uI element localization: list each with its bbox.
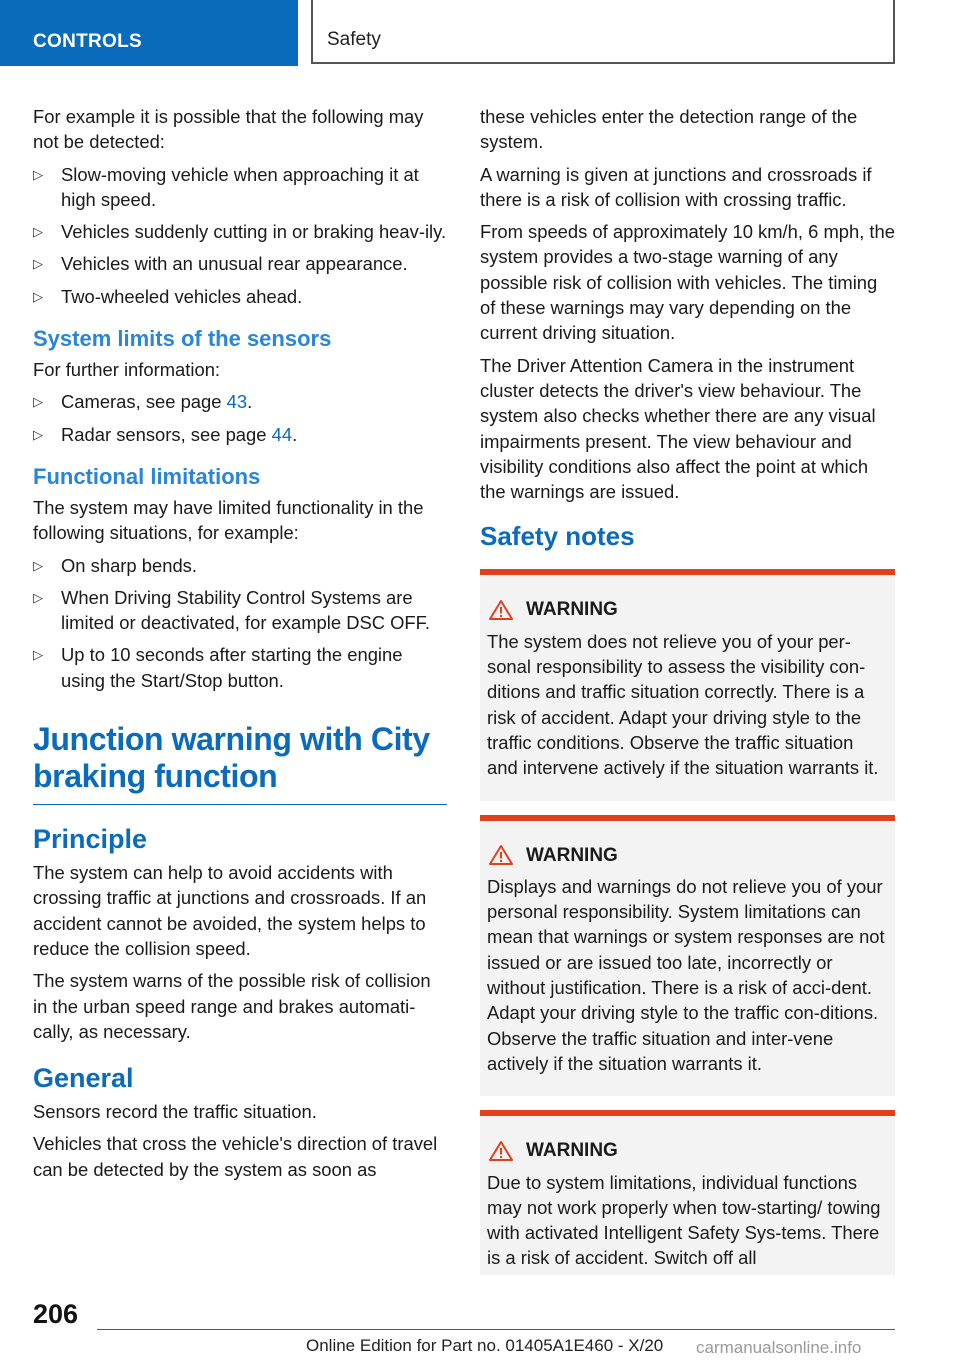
warning-triangle-icon <box>488 1140 514 1162</box>
warning-triangle-icon <box>488 844 514 866</box>
sensor-limits-heading: System limits of the sensors <box>33 326 332 352</box>
principle-heading: Principle <box>33 824 148 855</box>
driver-attention-text: The Driver Attention Camera in the instrument cluster detects the driver's view behaviour. The system also checks whether there are any visual impairments present. The view behaviour and visibility conditions also affect the point at which the warnings are issued. <box>480 354 876 503</box>
triangle-right-icon: ▷ <box>33 426 43 442</box>
triangle-right-icon: ▷ <box>33 224 43 240</box>
functional-list <box>33 553 447 693</box>
list-item: ▷ Up to 10 seconds after starting the engine using the Start/Stop button. <box>33 644 403 691</box>
detection-text: these vehicles enter the detection range of the system. <box>480 106 858 153</box>
left-column <box>33 104 447 1189</box>
intro-text: For example it is possible that the following may not be detected: <box>33 106 424 153</box>
warning-triangle-icon <box>488 599 514 621</box>
triangle-right-icon: ▷ <box>33 256 43 272</box>
warning-box <box>480 1110 895 1274</box>
list-item: ▷ Radar sensors, see page 44. <box>33 422 447 447</box>
list-item: ▷ Cameras, see page 43. <box>33 389 447 414</box>
warning-body: The system does not relieve you of your per-sonal responsibility to assess the visibility con-ditions and traffic situation correctly. There is a risk of accident. Adapt your driving style to the traffic conditions. Observe the traffic situation and intervene actively if the situation warrants it. <box>487 630 879 779</box>
page-header <box>0 0 960 66</box>
junction-warning-title: Junction warning with City braking function <box>33 721 430 795</box>
list-item: ▷ Vehicles suddenly cutting in or braking heav-ily. <box>33 219 447 244</box>
junction-warning-text: A warning is given at junctions and crossroads if there is a risk of collision with crossing traffic. <box>480 163 872 210</box>
warning-title: WARNING <box>526 844 618 866</box>
general-heading: General <box>33 1063 134 1094</box>
page-link-radar[interactable]: 44 <box>271 423 293 445</box>
two-stage-warning-text: From speeds of approximately 10 km/h, 6 mph, the system provides a two-stage warning of any possible risk of collision with vehicles. The timing of these warnings may vary depending on the current driving situation. <box>480 221 896 344</box>
right-column <box>480 104 895 1275</box>
warning-box <box>480 815 895 1097</box>
warning-title: WARNING <box>526 1140 618 1162</box>
footer-divider <box>97 1329 895 1330</box>
sensor-limits-list <box>33 389 447 447</box>
section-tab: CONTROLS <box>0 0 298 66</box>
warning-title: WARNING <box>526 599 618 621</box>
list-item: ▷ Two-wheeled vehicles ahead. <box>33 284 447 309</box>
safety-notes-heading: Safety notes <box>480 521 635 552</box>
functional-intro: The system may have limited functionality in the following situations, for example: <box>33 496 424 544</box>
general-text-2: Vehicles that cross the vehicle's direction of travel can be detected by the system as soon as <box>33 1133 438 1180</box>
title-divider <box>33 804 447 805</box>
triangle-right-icon: ▷ <box>33 589 43 605</box>
page-link-cameras[interactable]: 43 <box>226 391 248 413</box>
principle-text-2: The system warns of the possible risk of collision in the urban speed range and brakes automati-cally, as necessary. <box>33 970 431 1042</box>
triangle-right-icon: ▷ <box>33 647 43 663</box>
warning-box <box>480 569 895 800</box>
triangle-right-icon: ▷ <box>33 166 43 182</box>
list-item: ▷ When Driving Stability Control Systems are limited or deactivated, for example DSC OFF. <box>33 586 430 634</box>
undetected-list <box>33 162 447 309</box>
edition-text: Online Edition for Part no. 01405A1E460 - X/20 <box>306 1336 664 1355</box>
list-item: ▷ Vehicles with an unusual rear appearance. <box>33 251 447 276</box>
principle-text-1: The system can help to avoid accidents with crossing traffic at junctions and crossroads. If an accident cannot be avoided, the system helps to reduce the collision speed. <box>33 862 427 959</box>
warning-body: Due to system limitations, individual functions may not work properly when tow-starting/ towing with activated Intelligent Safety Sys-tems. There is a risk of accident. Switch off all <box>487 1171 881 1269</box>
sensor-limits-intro: For further information: <box>33 359 221 381</box>
general-text-1: Sensors record the traffic situation. <box>33 1101 317 1123</box>
chapter-title: Safety <box>311 0 895 64</box>
warning-body: Displays and warnings do not relieve you of your personal responsibility. System limitations can mean that warnings or system responses are not issued or are issued too late, incorrectly or without justification. There is a risk of acci-dent. Adapt your driving style to the traffic con-ditions. Observe the traffic situation and inter-vene actively if the situation warrants it. <box>487 875 885 1074</box>
list-item: ▷ Slow-moving vehicle when approaching it at high speed. <box>33 163 419 210</box>
page-number: 206 <box>33 1299 79 1329</box>
triangle-right-icon: ▷ <box>33 394 43 410</box>
functional-limitations-heading: Functional limitations <box>33 463 261 489</box>
triangle-right-icon: ▷ <box>33 557 43 573</box>
watermark-text: carmanualsonline.info <box>696 1338 862 1357</box>
triangle-right-icon: ▷ <box>33 288 43 304</box>
list-item: ▷ On sharp bends. <box>33 553 447 578</box>
